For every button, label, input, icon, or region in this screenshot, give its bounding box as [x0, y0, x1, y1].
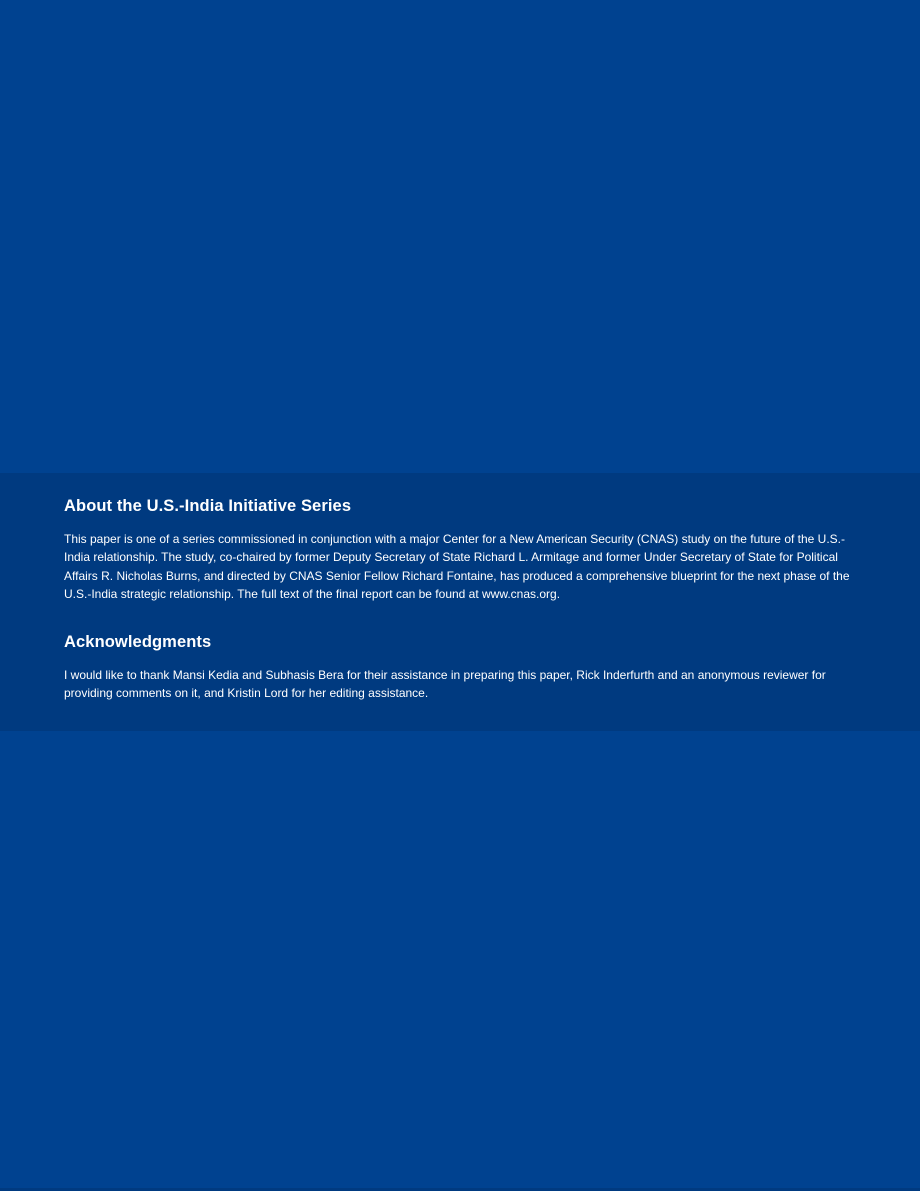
acknowledgments-body: I would like to thank Mansi Kedia and Subhasis Bera for their assistance in preparing this paper, Rick Inderfurth and an anonymous reviewer for providing comments on it, and Kristin Lord for her editing assistance.: [64, 668, 826, 701]
acknowledgments-heading: Acknowledgments: [64, 633, 212, 652]
about-series-heading: About the U.S.-India Initiative Series: [64, 497, 352, 515]
info-band: [0, 473, 920, 731]
about-series-body: This paper is one of a series commissioned in conjunction with a major Center for a New American Security (CNAS) study on the future of the U.S.-India relationship. The study, co-chaired by former Deputy Secretary of State Richard L. Armitage and former Under Secretary of State for Political Affairs R. Nicholas Burns, and directed by CNAS Senior Fellow Richard Fontaine, has produced a comprehensive blueprint for the next phase of the U.S.-India strategic relationship. The full text of the final report can be found at www.cnas.org.: [64, 532, 850, 601]
